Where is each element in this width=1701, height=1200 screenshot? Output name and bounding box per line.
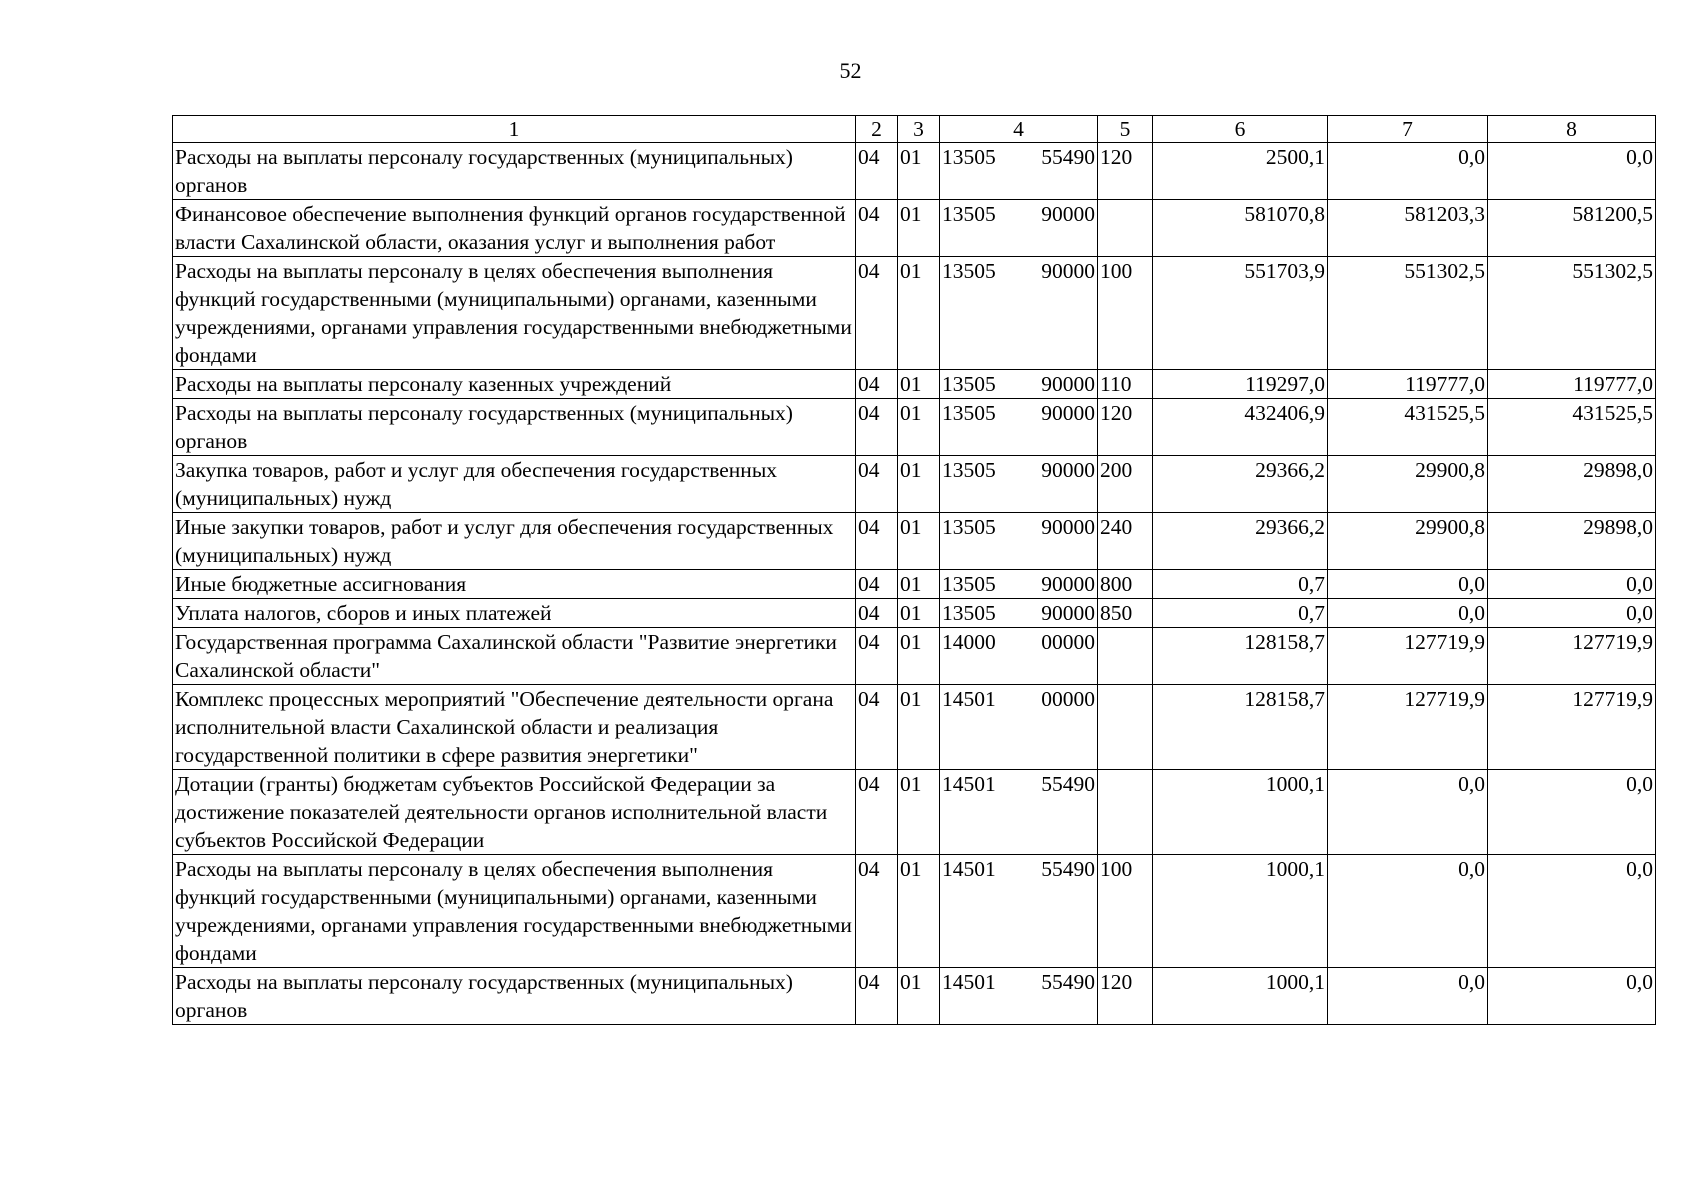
amount-col-6: 1000,1 [1153, 855, 1328, 968]
target-article-code [940, 570, 1098, 599]
expense-type-code: 100 [1098, 257, 1153, 370]
target-article-direction-code: 00000 [1041, 630, 1095, 654]
amount-col-7: 0,0 [1328, 968, 1488, 1025]
section-code: 04 [856, 685, 898, 770]
target-article-program-code: 14501 [942, 772, 996, 796]
target-article-program-code: 14501 [942, 857, 996, 881]
subsection-code: 01 [898, 599, 940, 628]
section-code: 04 [856, 200, 898, 257]
target-article-direction-code: 90000 [1041, 515, 1095, 539]
amount-col-8: 119777,0 [1488, 370, 1656, 399]
amount-col-8: 551302,5 [1488, 257, 1656, 370]
amount-col-7: 551302,5 [1328, 257, 1488, 370]
subsection-code: 01 [898, 456, 940, 513]
target-article-direction-code: 90000 [1041, 372, 1095, 396]
table-row [173, 399, 1656, 456]
section-code: 04 [856, 399, 898, 456]
expense-type-code: 200 [1098, 456, 1153, 513]
column-header: 5 [1098, 116, 1153, 143]
target-article-direction-code: 90000 [1041, 401, 1095, 425]
expense-type-code [1098, 200, 1153, 257]
expense-type-code [1098, 770, 1153, 855]
section-code: 04 [856, 770, 898, 855]
page-number: 52 [839, 58, 862, 83]
row-name: Уплата налогов, сборов и иных платежей [173, 599, 856, 628]
target-article-direction-code: 55490 [1041, 970, 1095, 994]
target-article-program-code: 13505 [942, 202, 996, 226]
target-article-code [940, 513, 1098, 570]
row-name: Комплекс процессных мероприятий "Обеспечение деятельности органа исполнительной власти Сахалинской области и реализация государственной политики в сфере развития энергетики" [173, 685, 856, 770]
target-article-program-code: 14501 [942, 970, 996, 994]
amount-col-7: 431525,5 [1328, 399, 1488, 456]
expense-type-code: 100 [1098, 855, 1153, 968]
target-article-program-code: 14501 [942, 687, 996, 711]
expense-type-code [1098, 685, 1153, 770]
table-row [173, 370, 1656, 399]
target-article-program-code: 13505 [942, 515, 996, 539]
subsection-code: 01 [898, 200, 940, 257]
amount-col-7: 29900,8 [1328, 456, 1488, 513]
table-row [173, 628, 1656, 685]
amount-col-7: 29900,8 [1328, 513, 1488, 570]
subsection-code: 01 [898, 968, 940, 1025]
target-article-code [940, 200, 1098, 257]
amount-col-8: 0,0 [1488, 855, 1656, 968]
target-article-code [940, 628, 1098, 685]
subsection-code: 01 [898, 513, 940, 570]
subsection-code: 01 [898, 257, 940, 370]
section-code: 04 [856, 257, 898, 370]
row-name: Иные закупки товаров, работ и услуг для обеспечения государственных (муниципальных) нужд [173, 513, 856, 570]
expense-type-code: 120 [1098, 143, 1153, 200]
amount-col-8: 29898,0 [1488, 513, 1656, 570]
row-name: Расходы на выплаты персоналу государственных (муниципальных) органов [173, 968, 856, 1025]
section-code: 04 [856, 370, 898, 399]
subsection-code: 01 [898, 770, 940, 855]
table-row [173, 143, 1656, 200]
column-header: 7 [1328, 116, 1488, 143]
target-article-direction-code: 90000 [1041, 601, 1095, 625]
amount-col-7: 0,0 [1328, 599, 1488, 628]
amount-col-7: 119777,0 [1328, 370, 1488, 399]
target-article-program-code: 13505 [942, 458, 996, 482]
expense-type-code: 120 [1098, 399, 1153, 456]
amount-col-7: 127719,9 [1328, 628, 1488, 685]
target-article-program-code: 13505 [942, 401, 996, 425]
target-article-direction-code: 55490 [1041, 772, 1095, 796]
row-name: Закупка товаров, работ и услуг для обеспечения государственных (муниципальных) нужд [173, 456, 856, 513]
amount-col-6: 432406,9 [1153, 399, 1328, 456]
target-article-direction-code: 90000 [1041, 202, 1095, 226]
target-article-direction-code: 55490 [1041, 857, 1095, 881]
amount-col-6: 581070,8 [1153, 200, 1328, 257]
amount-col-6: 29366,2 [1153, 513, 1328, 570]
section-code: 04 [856, 628, 898, 685]
amount-col-8: 431525,5 [1488, 399, 1656, 456]
row-name: Финансовое обеспечение выполнения функций органов государственной власти Сахалинской области, оказания услуг и выполнения работ [173, 200, 856, 257]
table-row [173, 257, 1656, 370]
subsection-code: 01 [898, 143, 940, 200]
row-name: Дотации (гранты) бюджетам субъектов Российской Федерации за достижение показателей деятельности органов исполнительной власти субъектов Российской Федерации [173, 770, 856, 855]
expense-type-code: 850 [1098, 599, 1153, 628]
target-article-program-code: 13505 [942, 372, 996, 396]
subsection-code: 01 [898, 399, 940, 456]
target-article-code [940, 770, 1098, 855]
target-article-program-code: 13505 [942, 145, 996, 169]
table-row [173, 855, 1656, 968]
row-name: Расходы на выплаты персоналу государственных (муниципальных) органов [173, 399, 856, 456]
amount-col-6: 0,7 [1153, 599, 1328, 628]
section-code: 04 [856, 599, 898, 628]
subsection-code: 01 [898, 628, 940, 685]
target-article-program-code: 13505 [942, 601, 996, 625]
amount-col-6: 1000,1 [1153, 770, 1328, 855]
table-row [173, 456, 1656, 513]
subsection-code: 01 [898, 570, 940, 599]
amount-col-8: 29898,0 [1488, 456, 1656, 513]
section-code: 04 [856, 143, 898, 200]
subsection-code: 01 [898, 855, 940, 968]
amount-col-8: 581200,5 [1488, 200, 1656, 257]
amount-col-8: 0,0 [1488, 570, 1656, 599]
table-row [173, 599, 1656, 628]
table-row [173, 968, 1656, 1025]
table-row [173, 513, 1656, 570]
expense-type-code: 110 [1098, 370, 1153, 399]
amount-col-6: 119297,0 [1153, 370, 1328, 399]
target-article-code [940, 399, 1098, 456]
subsection-code: 01 [898, 370, 940, 399]
amount-col-7: 127719,9 [1328, 685, 1488, 770]
amount-col-8: 0,0 [1488, 599, 1656, 628]
amount-col-6: 1000,1 [1153, 968, 1328, 1025]
target-article-direction-code: 90000 [1041, 572, 1095, 596]
amount-col-7: 581203,3 [1328, 200, 1488, 257]
section-code: 04 [856, 968, 898, 1025]
row-name: Государственная программа Сахалинской области "Развитие энергетики Сахалинской области" [173, 628, 856, 685]
row-name: Расходы на выплаты персоналу государственных (муниципальных) органов [173, 143, 856, 200]
section-code: 04 [856, 570, 898, 599]
row-name: Иные бюджетные ассигнования [173, 570, 856, 599]
amount-col-8: 127719,9 [1488, 685, 1656, 770]
column-header: 2 [856, 116, 898, 143]
amount-col-7: 0,0 [1328, 855, 1488, 968]
expense-type-code [1098, 628, 1153, 685]
column-header: 6 [1153, 116, 1328, 143]
target-article-program-code: 13505 [942, 572, 996, 596]
amount-col-6: 128158,7 [1153, 685, 1328, 770]
target-article-program-code: 14000 [942, 630, 996, 654]
amount-col-6: 551703,9 [1153, 257, 1328, 370]
table-row [173, 770, 1656, 855]
row-name: Расходы на выплаты персоналу в целях обеспечения выполнения функций государственными (муниципальными) органами, казенными учреждениями, органами управления государственными внебюджетными фондами [173, 257, 856, 370]
target-article-code [940, 370, 1098, 399]
amount-col-6: 128158,7 [1153, 628, 1328, 685]
column-header: 4 [940, 116, 1098, 143]
amount-col-6: 2500,1 [1153, 143, 1328, 200]
amount-col-8: 127719,9 [1488, 628, 1656, 685]
subsection-code: 01 [898, 685, 940, 770]
row-name: Расходы на выплаты персоналу казенных учреждений [173, 370, 856, 399]
target-article-direction-code: 55490 [1041, 145, 1095, 169]
target-article-code [940, 143, 1098, 200]
section-code: 04 [856, 855, 898, 968]
row-name: Расходы на выплаты персоналу в целях обеспечения выполнения функций государственными (муниципальными) органами, казенными учреждениями, органами управления государственными внебюджетными фондами [173, 855, 856, 968]
amount-col-8: 0,0 [1488, 770, 1656, 855]
target-article-code [940, 968, 1098, 1025]
target-article-code [940, 456, 1098, 513]
amount-col-8: 0,0 [1488, 143, 1656, 200]
target-article-code [940, 599, 1098, 628]
column-header: 3 [898, 116, 940, 143]
amount-col-8: 0,0 [1488, 968, 1656, 1025]
section-code: 04 [856, 456, 898, 513]
amount-col-7: 0,0 [1328, 143, 1488, 200]
expense-type-code: 240 [1098, 513, 1153, 570]
target-article-program-code: 13505 [942, 259, 996, 283]
expense-type-code: 120 [1098, 968, 1153, 1025]
header-row [173, 116, 1656, 143]
budget-table [172, 115, 1656, 1025]
column-header: 8 [1488, 116, 1656, 143]
target-article-direction-code: 90000 [1041, 458, 1095, 482]
table-row [173, 570, 1656, 599]
amount-col-6: 0,7 [1153, 570, 1328, 599]
amount-col-7: 0,0 [1328, 570, 1488, 599]
target-article-direction-code: 90000 [1041, 259, 1095, 283]
expense-type-code: 800 [1098, 570, 1153, 599]
target-article-code [940, 257, 1098, 370]
amount-col-7: 0,0 [1328, 770, 1488, 855]
section-code: 04 [856, 513, 898, 570]
target-article-code [940, 685, 1098, 770]
column-header: 1 [173, 116, 856, 143]
table-row [173, 685, 1656, 770]
target-article-direction-code: 00000 [1041, 687, 1095, 711]
target-article-code [940, 855, 1098, 968]
amount-col-6: 29366,2 [1153, 456, 1328, 513]
table-row [173, 200, 1656, 257]
